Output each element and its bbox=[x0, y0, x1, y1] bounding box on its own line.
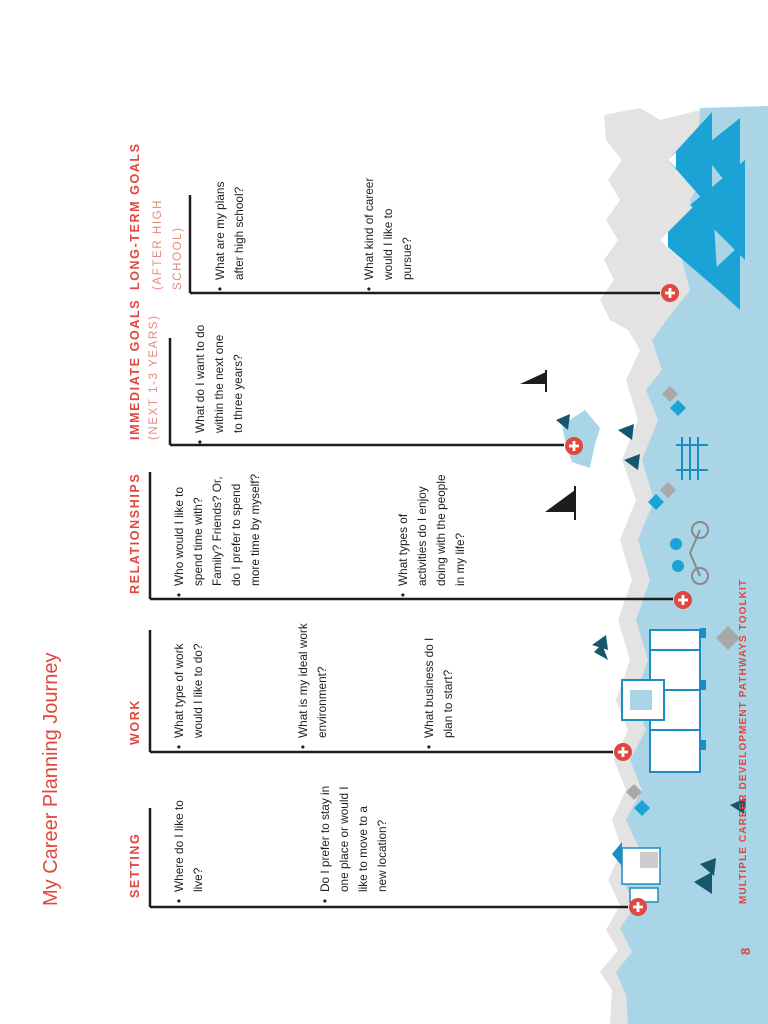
plus-marker-icon bbox=[660, 283, 680, 303]
question-text: What kind of career would I like to pursue? bbox=[362, 177, 414, 280]
subheading-text: (AFTER HIGH SCHOOL) bbox=[152, 198, 184, 290]
immediate-goals-heading: IMMEDIATE GOALS bbox=[128, 298, 142, 440]
bullet: • bbox=[296, 744, 310, 749]
immediate-goals-subheading: (NEXT 1-3 YEARS) bbox=[148, 314, 160, 440]
long-term-goals-subheading bbox=[148, 182, 188, 290]
question-text: What business do I plan to start? bbox=[422, 637, 455, 738]
long-term-goals-heading: LONG-TERM GOALS bbox=[128, 142, 142, 290]
work-heading: WORK bbox=[128, 699, 142, 745]
setting-heading: SETTING bbox=[128, 832, 142, 898]
question-text: Who would I like to spend time with? Family? Friends? Or, do I prefer to spend more time by myself? bbox=[172, 473, 262, 586]
bullet: • bbox=[396, 592, 410, 597]
bullet: • bbox=[422, 744, 436, 749]
footer-toolkit-title: MULTIPLE CAREER DEVELOPMENT PATHWAYS TOOLKIT bbox=[738, 578, 749, 904]
question-text: What type of work would I like to do? bbox=[172, 643, 205, 738]
bullet: • bbox=[318, 898, 332, 903]
question-text: What are my plans after high school? bbox=[213, 181, 246, 280]
question-text: Do I prefer to stay in one place or would I like to move to a new location? bbox=[318, 785, 389, 892]
question-text: What types of activities do I enjoy doing with the people in my life? bbox=[396, 474, 467, 586]
bullet: • bbox=[213, 286, 227, 291]
bullet: • bbox=[172, 898, 186, 903]
bullet: • bbox=[172, 592, 186, 597]
bullet: • bbox=[172, 744, 186, 749]
relationships-heading: RELATIONSHIPS bbox=[128, 472, 142, 594]
question-text: What is my ideal work environment? bbox=[296, 623, 329, 738]
page-number: 8 bbox=[738, 947, 753, 955]
bullet: • bbox=[193, 439, 207, 444]
question-text: Where do I like to live? bbox=[172, 800, 205, 892]
long-term-goals-question-1 bbox=[211, 170, 249, 291]
question-text: What do I want to do within the next one to three years? bbox=[193, 324, 245, 433]
long-term-goals-question-2 bbox=[360, 170, 417, 291]
page-title: My Career Planning Journey bbox=[40, 652, 62, 906]
bullet: • bbox=[362, 286, 376, 291]
